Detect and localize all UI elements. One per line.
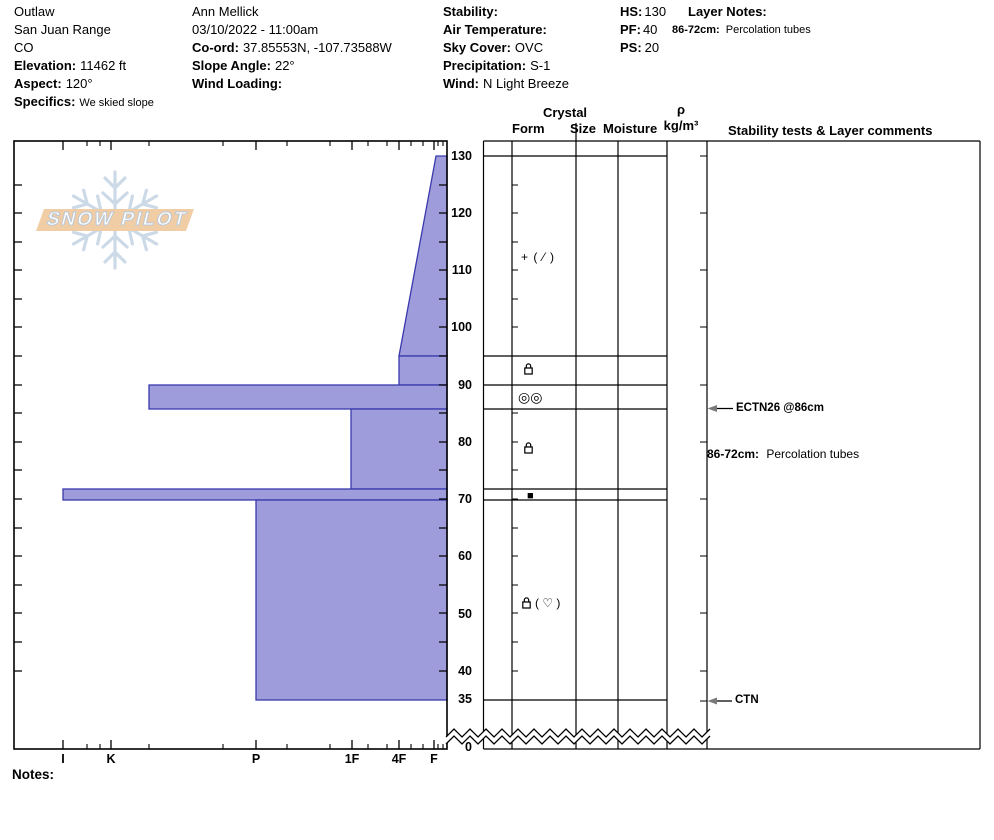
depth-label-40: 40	[458, 664, 472, 678]
depth-label-80: 80	[458, 435, 472, 449]
layer-note-row	[672, 24, 811, 36]
grain-form-layer3: ◎◎	[518, 389, 543, 405]
form-header: Form	[512, 121, 545, 136]
elevation-row	[14, 58, 126, 73]
depth-label-130: 130	[451, 149, 472, 163]
elevation-label: Elevation:	[14, 58, 77, 73]
notes-heading: Notes:	[12, 767, 55, 782]
logo-text: SNOW PILOT	[44, 209, 190, 230]
sky-cover-row	[443, 40, 543, 55]
hardness-profile-bars	[63, 156, 447, 700]
specifics-row	[14, 94, 154, 111]
layer-bar-86-72	[351, 409, 447, 489]
wind-loading-label: Wind Loading:	[192, 76, 283, 91]
layer-bar-90-86	[149, 385, 447, 409]
ect-test-annotation: ECTN26 @86cm	[736, 402, 824, 414]
depth-label-120: 120	[451, 206, 472, 220]
stability-row	[443, 4, 502, 19]
hardness-label-P: P	[251, 752, 261, 766]
stability-label: Stability:	[443, 4, 498, 19]
layer-comment-annotation	[707, 447, 859, 461]
air-temp-label: Air Temperature:	[443, 22, 547, 37]
grain-form-layer1: + ( ⁄ )	[521, 250, 556, 264]
sky-cover-label: Sky Cover:	[443, 40, 511, 55]
hardness-label-1F: 1F	[344, 752, 360, 766]
hardness-ticks-bottom-major	[63, 740, 434, 749]
layer-bar-72-70	[63, 489, 447, 500]
moisture-header: Moisture	[603, 121, 658, 136]
scale-break-zigzag	[446, 729, 710, 744]
slope-angle-value: 22°	[274, 58, 295, 73]
ctn-arrow	[708, 698, 733, 705]
coord-value: 37.85553N, -107.73588W	[242, 40, 392, 55]
layer-boundary-lines	[484, 156, 668, 700]
depth-ticks-left	[14, 185, 22, 671]
hs-row	[620, 4, 666, 19]
layer-bar-70-35	[256, 500, 447, 700]
crust-icon	[523, 362, 534, 376]
stability-tests-header: Stability tests & Layer comments	[728, 123, 933, 138]
layer-comment-text: Percolation tubes	[766, 447, 860, 461]
crust-icon	[523, 441, 534, 455]
depth-label-70: 70	[458, 492, 472, 506]
ps-row	[620, 40, 659, 55]
grain-form-layer2	[523, 362, 534, 379]
ctn-test-annotation: CTN	[735, 694, 759, 706]
pf-label: PF:	[620, 22, 641, 37]
observer-name: Ann Mellick	[192, 4, 259, 19]
range-name: San Juan Range	[14, 22, 111, 37]
layer-note-depth: 86-72cm:	[672, 24, 720, 36]
depth-label-50: 50	[458, 607, 472, 621]
sky-cover-value: OVC	[514, 40, 544, 55]
air-temp-row	[443, 22, 551, 37]
table-grid	[484, 123, 981, 749]
crystal-header: Crystal	[542, 105, 588, 120]
density-units-header: kg/m³	[663, 118, 699, 133]
depth-label-110: 110	[451, 263, 472, 277]
specifics-value: We skied slope	[79, 97, 154, 109]
hardness-label-I: I	[61, 752, 65, 766]
layer-notes-heading: Layer Notes:	[688, 4, 767, 19]
hardness-label-F: F	[430, 752, 438, 766]
density-column-depth-ticks	[700, 156, 707, 701]
wind-row	[443, 76, 569, 91]
state-name: CO	[14, 40, 34, 55]
form-column-depth-ticks	[512, 185, 518, 671]
cluster-grains-symbol: ( ♡ )	[535, 596, 561, 610]
wind-value: N Light Breeze	[482, 76, 569, 91]
density-symbol-header: ρ	[676, 102, 686, 117]
precipitation-row	[443, 58, 550, 73]
hardness-ticks-top-major	[63, 141, 434, 150]
aspect-label: Aspect:	[14, 76, 62, 91]
precipitation-label: Precipitation:	[443, 58, 527, 73]
depth-label-100: 100	[451, 320, 472, 334]
slope-angle-label: Slope Angle:	[192, 58, 271, 73]
wind-loading-row	[192, 76, 286, 91]
coord-row	[192, 40, 392, 55]
depth-label-90: 90	[458, 378, 472, 392]
pf-row	[620, 22, 657, 37]
slope-angle-row	[192, 58, 295, 73]
layer-comment-depth: 86-72cm:	[707, 447, 760, 461]
layer-note-text: Percolation tubes	[725, 24, 811, 36]
aspect-row	[14, 76, 93, 91]
depth-label-60: 60	[458, 549, 472, 563]
grain-form-layer6	[521, 596, 560, 610]
depth-label-0: 0	[465, 740, 472, 754]
specifics-label: Specifics:	[14, 94, 76, 109]
crust-icon	[521, 596, 532, 610]
pit-name: Outlaw	[14, 4, 55, 19]
ps-label: PS:	[620, 40, 642, 55]
aspect-value: 120°	[65, 76, 93, 91]
hardness-label-4F: 4F	[391, 752, 407, 766]
hs-label: HS:	[620, 4, 643, 19]
observation-datetime: 03/10/2022 - 11:00am	[192, 22, 319, 37]
grain-form-layer4	[523, 441, 534, 458]
pf-value: 40	[642, 22, 658, 37]
ps-value: 20	[644, 40, 660, 55]
elevation-value: 11462 ft	[80, 58, 127, 73]
coord-label: Co-ord:	[192, 40, 239, 55]
hardness-label-K: K	[106, 752, 116, 766]
size-header: Size	[570, 121, 597, 136]
ect-arrow	[708, 405, 734, 412]
hs-value: 130	[644, 4, 667, 19]
grain-form-layer5: ■	[527, 490, 534, 502]
depth-label-35: 35	[458, 692, 472, 706]
precipitation-value: S-1	[530, 58, 551, 73]
wind-label: Wind:	[443, 76, 479, 91]
